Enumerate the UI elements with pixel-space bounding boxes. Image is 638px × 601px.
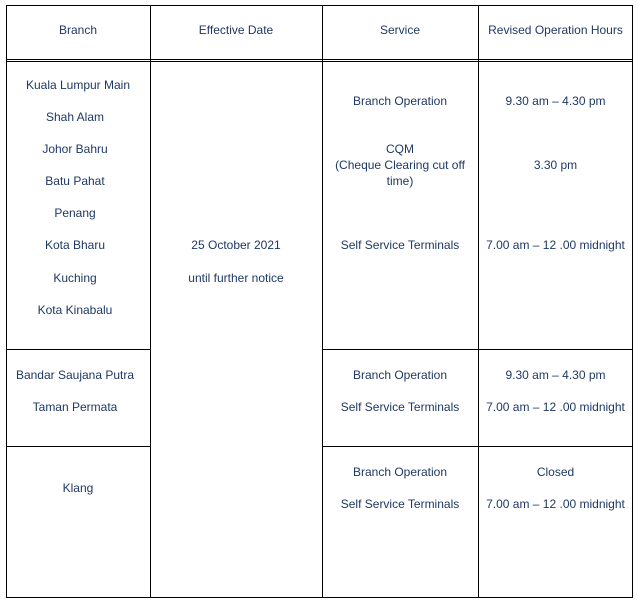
operation-hours: 7.00 am – 12 .00 midnight bbox=[486, 238, 625, 252]
service-name: Branch Operation bbox=[352, 465, 448, 479]
branch-name: Kuching bbox=[53, 271, 97, 285]
header-divider-second bbox=[6, 61, 633, 62]
service-cqm-line: CQM bbox=[386, 142, 414, 156]
service-name bbox=[322, 141, 478, 189]
table-border-top bbox=[6, 5, 633, 6]
service-name: Self Service Terminals bbox=[340, 400, 460, 414]
operation-hours: 7.00 am – 12 .00 midnight bbox=[486, 497, 625, 511]
operation-hours: 3.30 pm bbox=[533, 158, 578, 172]
header-service: Service bbox=[379, 23, 420, 37]
header-revised-operation-hours: Revised Operation Hours bbox=[488, 23, 623, 37]
service-name: Self Service Terminals bbox=[340, 497, 460, 511]
branch-name: Johor Bahru bbox=[42, 142, 108, 156]
branch-name: Klang bbox=[62, 481, 94, 495]
row-divider-2-right bbox=[322, 446, 633, 447]
table-border-bottom bbox=[6, 597, 633, 598]
header-branch: Branch bbox=[58, 23, 98, 37]
column-divider-1 bbox=[150, 5, 151, 598]
branch-name: Kota Kinabalu bbox=[37, 303, 113, 317]
branch-name: Taman Permata bbox=[32, 400, 118, 414]
branch-name: Kota Bharu bbox=[44, 238, 106, 252]
effective-date-note: until further notice bbox=[188, 271, 284, 285]
service-name: Branch Operation bbox=[352, 94, 448, 108]
service-cqm-detail: (Cheque Clearing cut off bbox=[335, 158, 465, 172]
branch-name: Batu Pahat bbox=[45, 174, 105, 188]
branch-name: Penang bbox=[54, 206, 96, 220]
service-name: Self Service Terminals bbox=[340, 238, 460, 252]
effective-date: 25 October 2021 bbox=[191, 238, 281, 252]
service-name: Branch Operation bbox=[352, 368, 448, 382]
header-effective-date: Effective Date bbox=[198, 23, 274, 37]
operation-hours: 9.30 am – 4.30 pm bbox=[505, 94, 606, 108]
operation-hours: Closed bbox=[536, 465, 575, 479]
header-divider bbox=[6, 59, 633, 60]
branch-name: Shah Alam bbox=[45, 110, 105, 124]
row-divider-1-right bbox=[322, 349, 633, 350]
row-divider-1-left bbox=[6, 349, 151, 350]
branch-name: Kuala Lumpur Main bbox=[25, 78, 131, 92]
branch-name: Bandar Saujana Putra bbox=[15, 368, 135, 382]
service-cqm-detail-end: time) bbox=[386, 174, 414, 188]
operation-hours-table bbox=[6, 5, 633, 598]
operation-hours: 9.30 am – 4.30 pm bbox=[505, 368, 606, 382]
row-divider-2-left bbox=[6, 446, 151, 447]
operation-hours: 7.00 am – 12 .00 midnight bbox=[486, 400, 625, 414]
